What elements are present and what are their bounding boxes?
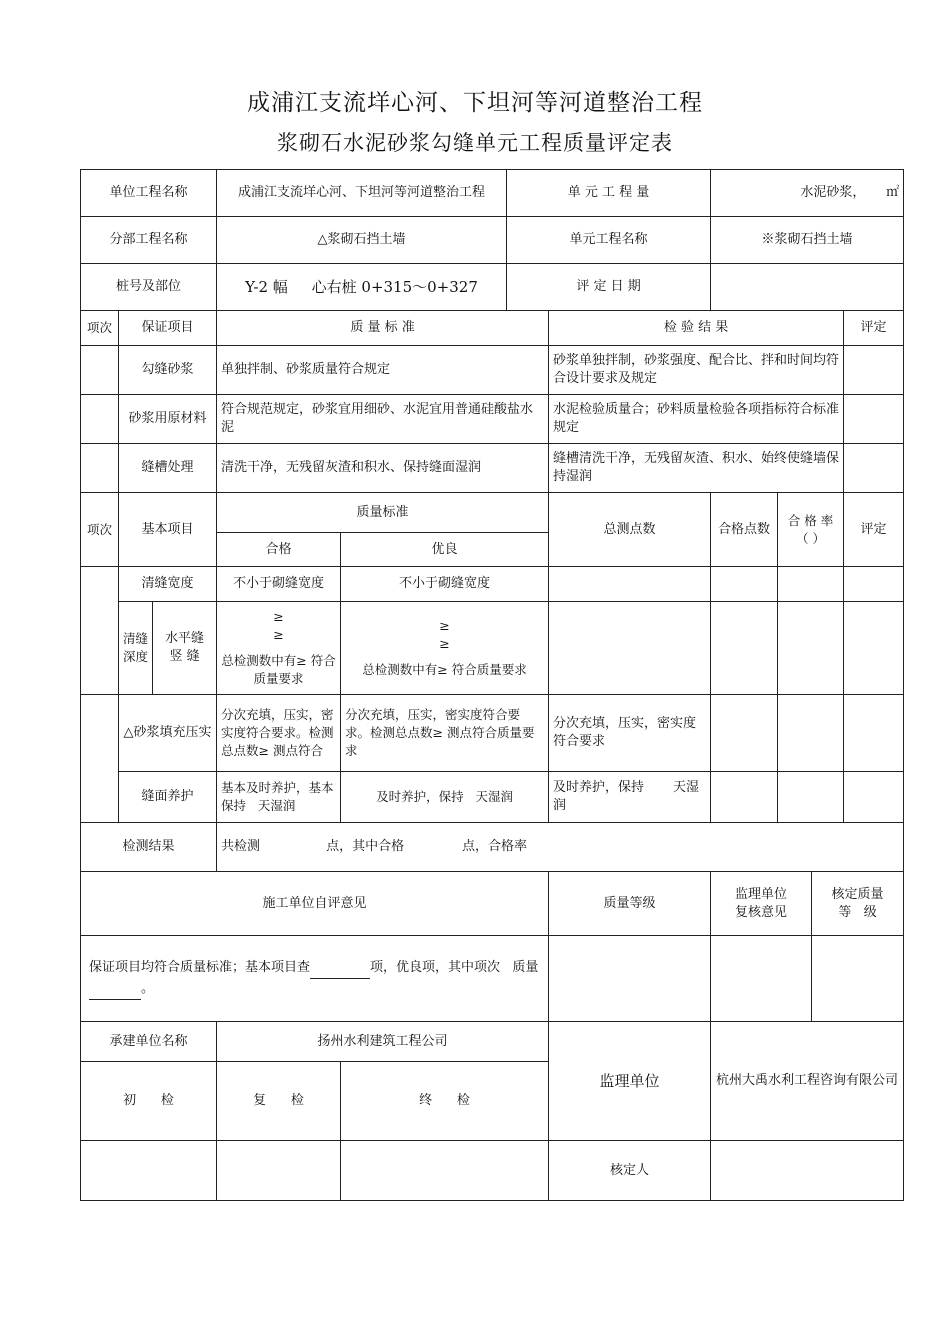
result-label: 检测结果 — [81, 823, 217, 872]
guarantee-standard: 单独拌制、砂浆质量符合规定 — [217, 346, 549, 395]
guarantee-result: 缝槽清洗干净，无残留灰渣、积水、始终使缝墙保持湿润 — [549, 444, 844, 493]
guarantee-result: 水泥检验质量合；砂料质量检验各项指标符合标准规定 — [549, 395, 844, 444]
cure-good-standard: 及时养护，保持 天湿润 — [341, 772, 549, 823]
guarantee-standard: 清洗干净，无残留灰渣和积水、保持缝面湿润 — [217, 444, 549, 493]
first-check-sign — [81, 1141, 217, 1201]
self-eval-label: 施工单位自评意见 — [81, 872, 549, 936]
supervisor-value: 杭州大禹水利工程咨询有限公司 — [711, 1022, 904, 1141]
guarantee-row — [81, 346, 904, 395]
basic-pass-standard: 不小于砌缝宽度 — [217, 567, 341, 602]
cure-pass-standard: 基本及时养护，基本保持 天湿润 — [217, 772, 341, 823]
depth-pass-standard: ≥ ≥ 总检测数中有≥ 符合质量要求 — [217, 602, 341, 695]
supervise-review-value — [711, 936, 812, 1022]
blank-field — [310, 958, 370, 979]
eval-date-value — [711, 264, 904, 311]
fill-good-standard: 分次充填，压实，密实度符合要求。检测总点数≥ 测点符合质量要求 — [341, 695, 549, 772]
basic-row — [81, 772, 904, 823]
basic-standard-header: 质量标准 — [217, 493, 549, 533]
guarantee-eval-header: 评定 — [844, 311, 904, 346]
approver-label: 核定人 — [549, 1141, 711, 1201]
basic-row — [81, 602, 904, 695]
basic-pass-header: 合格 — [217, 533, 341, 567]
contractor-value: 扬州水利建筑工程公司 — [217, 1022, 549, 1062]
guarantee-item: 勾缝砂浆 — [119, 346, 217, 395]
self-eval-summary: 保证项目均符合质量标准；基本项目查 项，优良项，其中项次 质量 。 — [81, 936, 549, 1022]
basic-item: 缝面养护 — [119, 772, 217, 823]
guarantee-item-no-header: 项次 — [81, 311, 119, 346]
guarantee-standard: 符合规范规定，砂浆宜用细砂、水泥宜用普通硅酸盐水泥 — [217, 395, 549, 444]
guarantee-item: 缝槽处理 — [119, 444, 217, 493]
guarantee-standard-header: 质 量 标 准 — [217, 311, 549, 346]
supervise-review-label: 监理单位复核意见 — [711, 872, 812, 936]
form-subtitle: 浆砌石水泥砂浆勾缝单元工程质量评定表 — [277, 131, 673, 155]
guarantee-row — [81, 444, 904, 493]
basic-item: △砂浆填充压实 — [119, 695, 217, 772]
page-title: 成浦江支流垟心河、下坦河等河道整治工程 — [247, 90, 703, 116]
re-check-sign — [217, 1141, 341, 1201]
unit-name-label: 单元工程名称 — [507, 217, 711, 264]
depth-subitems — [153, 602, 217, 695]
first-check-label: 初 检 — [81, 1062, 217, 1141]
basic-item-no-header: 项次 — [81, 493, 119, 567]
station-label: 桩号及部位 — [81, 264, 217, 311]
depth-good-standard: ≥ ≥ 总检测数中有≥ 符合质量要求 — [341, 602, 549, 695]
final-check-sign — [341, 1141, 549, 1201]
depth-horizontal-label: 水平缝 — [165, 631, 205, 646]
guarantee-result: 砂浆单独拌制，砂浆强度、配合比、拌和时间均符合设计要求及规定 — [549, 346, 844, 395]
cure-result: 及时养护，保持 天湿润 — [549, 772, 711, 823]
guarantee-result-header: 检 验 结 果 — [549, 311, 844, 346]
grade-label: 质量等级 — [549, 872, 711, 936]
depth-vertical-label: 竖 缝 — [169, 649, 200, 664]
re-check-label: 复 检 — [217, 1062, 341, 1141]
final-check-label: 终 检 — [341, 1062, 549, 1141]
basic-row — [81, 695, 904, 772]
sub-project-label: 分部工程名称 — [81, 217, 217, 264]
contractor-label: 承建单位名称 — [81, 1022, 217, 1062]
blank-field — [89, 979, 141, 1000]
approver-sign — [711, 1141, 904, 1201]
unit-name-value: ※浆砌石挡土墙 — [711, 217, 904, 264]
check-grade-value — [812, 936, 904, 1022]
basic-pass-rate-header: 合 格 率（ ） — [778, 493, 844, 567]
station-value: Y-2 幅 心右桩 0+315～0+327 — [217, 264, 507, 311]
check-grade-label: 核定质量等 级 — [812, 872, 904, 936]
unit-quantity-value: 水泥砂浆， ㎡ — [711, 170, 904, 217]
basic-item: 清缝宽度 — [119, 567, 217, 602]
basic-row — [81, 567, 904, 602]
guarantee-row — [81, 395, 904, 444]
unit-project-value: 成浦江支流垟心河、下坦河等河道整治工程 — [217, 170, 507, 217]
basic-pass-points-header: 合格点数 — [711, 493, 778, 567]
grade-value — [549, 936, 711, 1022]
basic-total-header: 总测点数 — [549, 493, 711, 567]
fill-pass-standard: 分次充填，压实，密实度符合要求。检测总点数≥ 测点符合 — [217, 695, 341, 772]
basic-item-header: 基本项目 — [119, 493, 217, 567]
result-text: 共检测 点，其中合格 点，合格率 — [217, 823, 904, 872]
supervisor-label: 监理单位 — [549, 1022, 711, 1141]
basic-eval-header: 评定 — [844, 493, 904, 567]
unit-quantity-label: 单 元 工 程 量 — [507, 170, 711, 217]
basic-good-header: 优良 — [341, 533, 549, 567]
eval-date-label: 评 定 日 期 — [507, 264, 711, 311]
basic-good-standard: 不小于砌缝宽度 — [341, 567, 549, 602]
guarantee-item: 砂浆用原材料 — [119, 395, 217, 444]
evaluation-table — [80, 169, 904, 1201]
guarantee-item-header: 保证项目 — [119, 311, 217, 346]
sub-project-value: △浆砌石挡土墙 — [217, 217, 507, 264]
unit-project-label: 单位工程名称 — [81, 170, 217, 217]
basic-item-depth: 清缝深度 — [119, 602, 153, 695]
fill-result: 分次充填，压实，密实度符合要求 — [549, 695, 711, 772]
